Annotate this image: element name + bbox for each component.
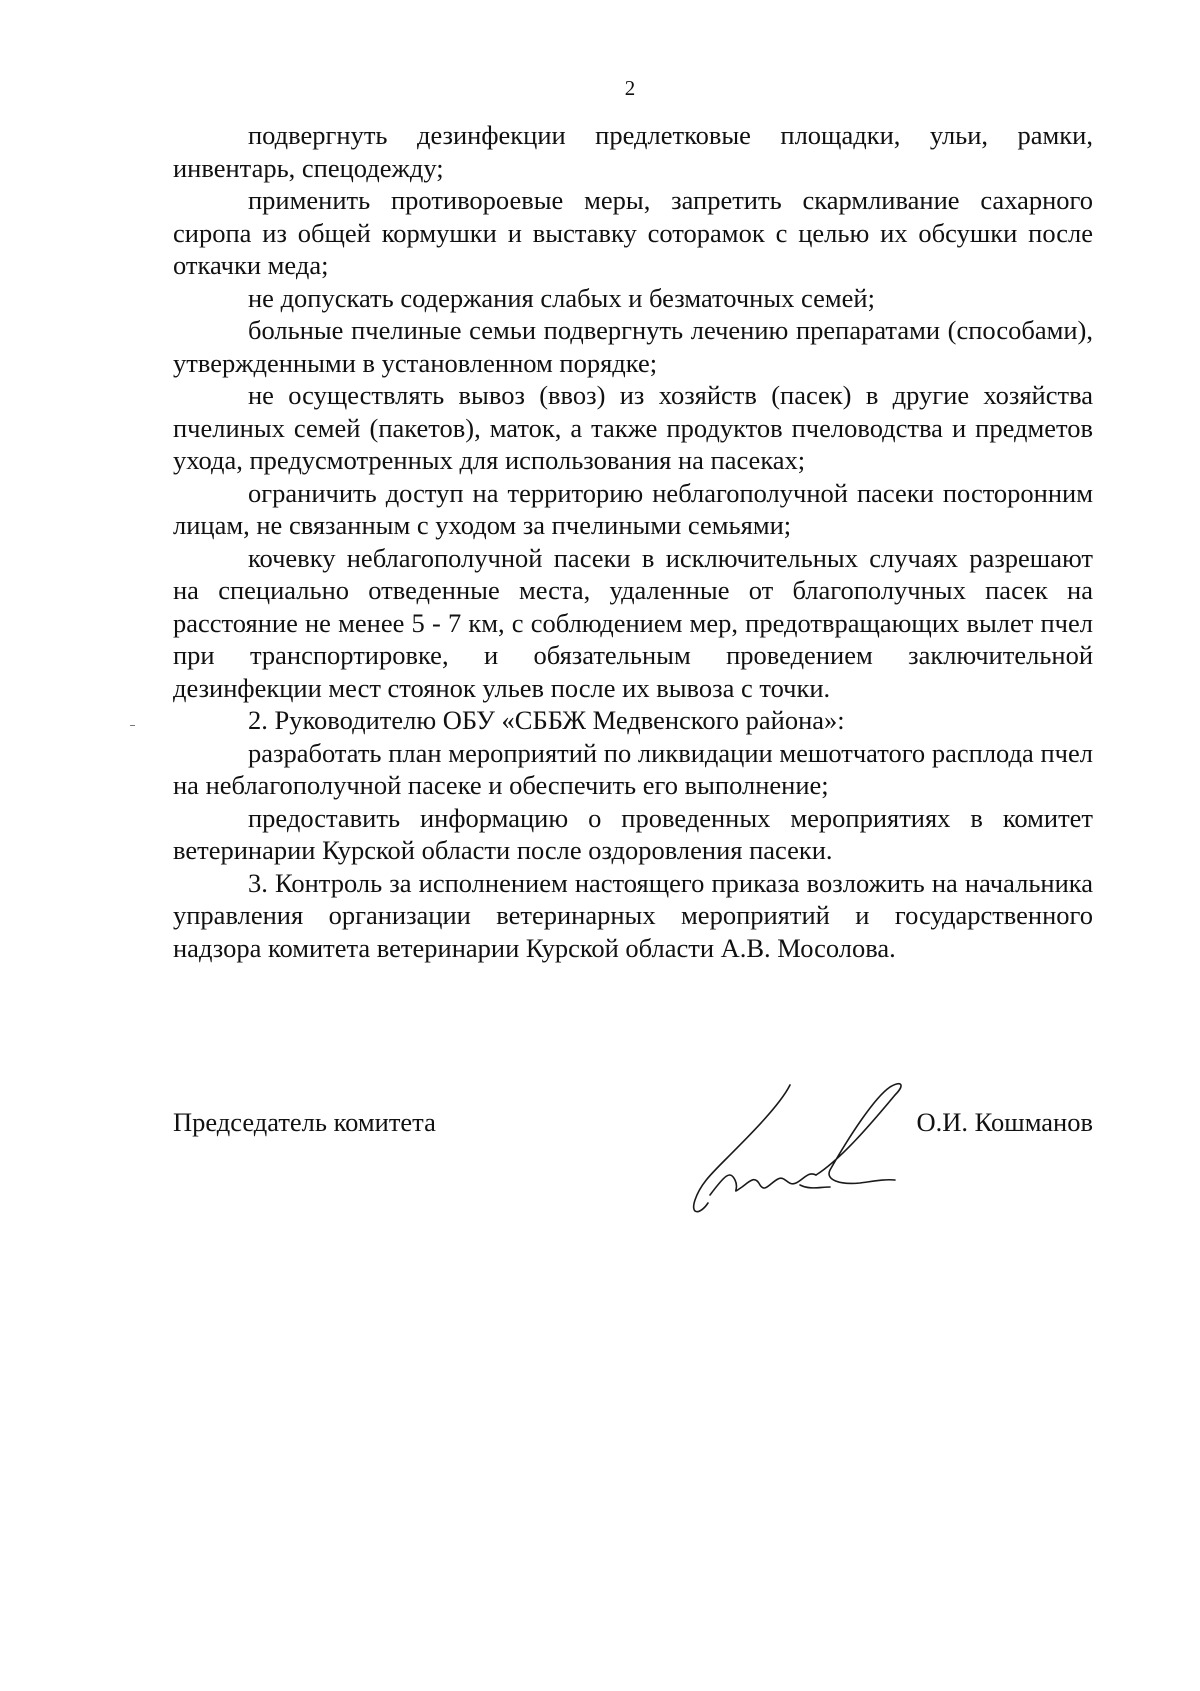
paragraph-item-3-control: 3. Контроль за исполнением настоящего приказа возложить на начальника управления организации ветеринарных мероприятий и государственного надзора комитета ветеринарии Курской области А.В. Мосолова. — [173, 867, 1093, 963]
signer-name: О.И. Кошманов — [916, 1107, 1093, 1137]
signature-stroke-tail — [800, 1185, 830, 1188]
signature-stroke-flourish — [816, 1084, 901, 1184]
paragraph-item-2-heading: 2. Руководителю ОБУ «СББЖ Медвенского района»: — [248, 705, 845, 735]
signature-stroke-loop — [694, 1085, 790, 1212]
paragraph-weak-colonies: не допускать содержания слабых и безматочных семей; — [248, 282, 875, 313]
paragraph-nomadic-apiary: кочевку неблагополучной пасеки в исключительных случаях разрешают на специально отведенные места, удаленные от благополучных пасек на расстояние не менее 5 - 7 км, с соблюдением мер, предотвращающих вылет пчел при транспортировке, и обязательным проведением заключительной дезинфекции мест стоянок ульев после их вывоза с точки. — [173, 542, 1093, 703]
paragraph-treatment: больные пчелиные семьи подвергнуть лечению препаратами (способами), утвержденными в установленном порядке; — [173, 315, 1093, 378]
page-number: 2 — [624, 76, 636, 100]
paragraph-disinfection: подвергнуть дезинфекции предлетковые площадки, ульи, рамки, инвентарь, спецодежду; — [173, 120, 1093, 183]
paragraph-action-plan: разработать план мероприятий по ликвидации мешотчатого расплода пчел на неблагополучной пасеке и обеспечить его выполнение; — [173, 737, 1093, 800]
handwritten-signature — [670, 1075, 930, 1225]
document-body — [173, 119, 1093, 964]
scan-speck — [130, 725, 135, 726]
signer-title: Председатель комитета — [173, 1107, 436, 1137]
paragraph-anti-swarming: применить противороевые меры, запретить скармливание сахарного сиропа из общей кормушки и выставку соторамок с целью их обсушки после откачки меда; — [173, 185, 1093, 280]
paragraph-transport-ban: не осуществлять вывоз (ввоз) из хозяйств (пасек) в другие хозяйства пчелиных семей (пакетов), маток, а также продуктов пчеловодства и предметов ухода, предусмотренных для использования на пасеках; — [173, 380, 1093, 475]
paragraph-access-restriction: ограничить доступ на территорию неблагополучной пасеки посторонним лицам, не связанным с уходом за пчелиными семьями; — [173, 477, 1093, 540]
paragraph-report: предоставить информацию о проведенных мероприятиях в комитет ветеринарии Курской области после оздоровления пасеки. — [173, 802, 1093, 865]
